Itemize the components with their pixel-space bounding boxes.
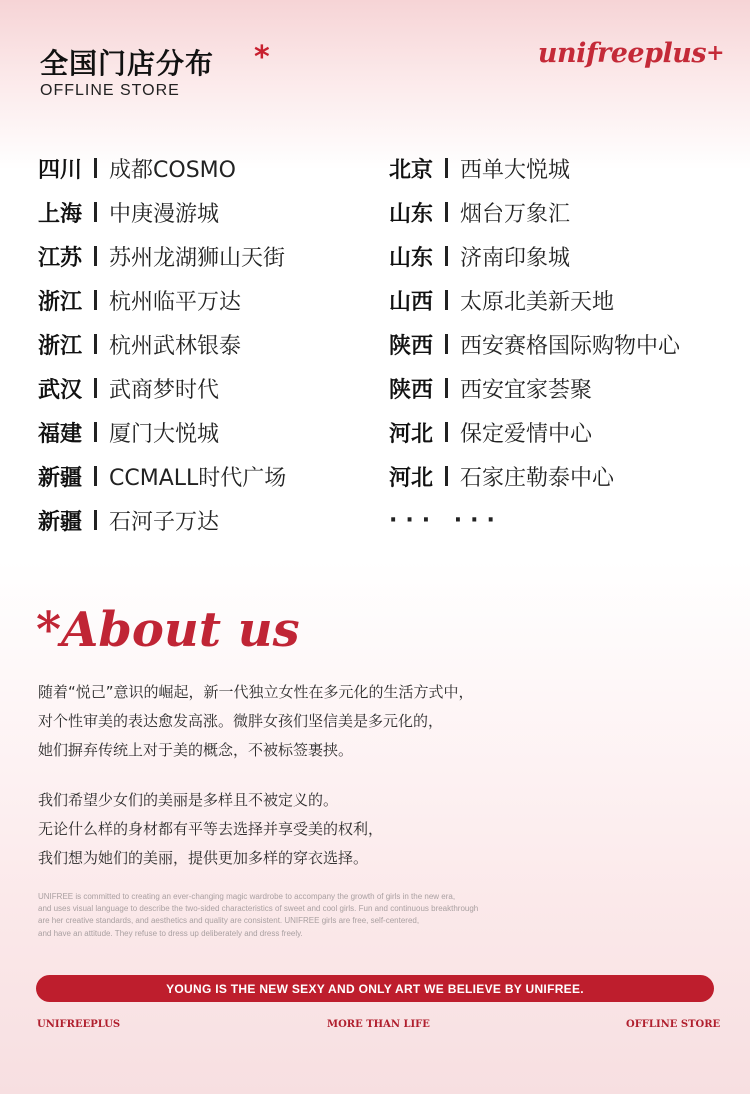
fine-print	[38, 891, 478, 940]
store-item	[38, 278, 286, 322]
store-divider	[445, 202, 448, 222]
store-name: 苏州龙湖狮山天街	[109, 245, 286, 271]
store-divider	[445, 158, 448, 178]
fine-print-line: UNIFREE is committed to creating an ever-changing magic wardrobe to accompany the growth of girls in the new era,	[38, 892, 456, 901]
store-name: CCMALL时代广场	[109, 465, 287, 491]
store-region: 河北	[389, 465, 434, 491]
store-name: 杭州武林银泰	[109, 333, 242, 359]
brand-logo-plus: +	[706, 40, 724, 66]
store-item	[389, 190, 680, 234]
store-item	[389, 278, 680, 322]
about-paragraph	[38, 786, 383, 873]
store-region: 四川	[38, 157, 83, 183]
store-divider	[445, 334, 448, 354]
about-line: 我们希望少女们的美丽是多样且不被定义的。	[38, 791, 339, 809]
fine-print-line: and have an attitude. They refuse to dress up deliberately and dress freely.	[38, 928, 303, 938]
store-region: 新疆	[38, 509, 83, 535]
store-divider	[445, 290, 448, 310]
store-item	[38, 190, 286, 234]
store-item	[38, 498, 286, 542]
store-divider	[94, 334, 97, 354]
store-divider	[94, 466, 97, 486]
fine-print-line: and uses visual language to describe the two-sided characteristics of sweet and cool girls. Fun and continuous breakthrough	[38, 904, 479, 914]
slogan-banner: YOUNG IS THE NEW SEXY AND ONLY ART WE BELIEVE BY UNIFREE.	[36, 975, 714, 1002]
about-paragraph	[38, 678, 474, 765]
store-region: 北京	[389, 157, 434, 183]
store-item	[389, 410, 680, 454]
store-divider	[94, 202, 97, 222]
store-region: 山东	[389, 245, 434, 271]
store-name: 西安宜家荟聚	[460, 377, 593, 403]
store-column-right	[389, 146, 680, 542]
about-line: 我们想为她们的美丽，提供更加多样的穿衣选择。	[38, 849, 369, 867]
store-region: 陕西	[389, 333, 434, 359]
about-line: 无论什么样的身材都有平等去选择并享受美的权利，	[38, 820, 384, 838]
store-name: 中庚漫游城	[109, 201, 220, 227]
store-divider	[445, 246, 448, 266]
brand-logo	[538, 38, 724, 69]
store-region: 山东	[389, 201, 434, 227]
about-line: 她们摒弃传统上对于美的概念，不被标签裹挟。	[38, 741, 354, 759]
store-divider	[94, 290, 97, 310]
store-region: 新疆	[38, 465, 83, 491]
store-divider	[94, 158, 97, 178]
store-item	[38, 366, 286, 410]
footer-tagline: MORE THAN LIFE	[327, 1019, 430, 1030]
store-region: 山西	[389, 289, 434, 315]
store-region: 上海	[38, 201, 83, 227]
store-name: 石河子万达	[109, 509, 220, 535]
about-line: 随着“悦己”意识的崛起，新一代独立女性在多元化的生活方式中，	[38, 683, 474, 701]
store-name: 武商梦时代	[109, 377, 220, 403]
store-item	[389, 234, 680, 278]
store-region: 浙江	[38, 289, 83, 315]
title-star-icon: *	[254, 40, 270, 75]
store-name: 成都COSMO	[109, 157, 236, 183]
store-item	[38, 454, 286, 498]
store-divider	[445, 466, 448, 486]
footer-brand: UNIFREEPLUS	[37, 1019, 121, 1030]
store-region: 陕西	[389, 377, 434, 403]
store-name: 西单大悦城	[460, 157, 571, 183]
page-title: 全国门店分布	[40, 47, 215, 80]
store-region: 福建	[38, 421, 83, 447]
store-list-more: ··· ···	[389, 507, 503, 533]
store-name: 石家庄勒泰中心	[460, 465, 615, 491]
store-name: 杭州临平万达	[109, 289, 242, 315]
store-item	[389, 322, 680, 366]
page-subtitle: OFFLINE STORE	[40, 82, 180, 99]
store-divider	[94, 378, 97, 398]
fine-print-line: are her creative standards, and aesthetics and quality are consistent. UNIFREE girls are free, self-centered,	[38, 916, 420, 926]
store-name: 厦门大悦城	[109, 421, 220, 447]
store-item	[38, 322, 286, 366]
store-column-left	[38, 146, 286, 542]
store-region: 武汉	[38, 377, 83, 403]
store-item	[389, 146, 680, 190]
store-divider	[94, 422, 97, 442]
store-region: 江苏	[38, 245, 83, 271]
store-divider	[445, 422, 448, 442]
store-name: 保定爱情中心	[460, 421, 593, 447]
store-region: 河北	[389, 421, 434, 447]
brand-logo-text: unifreeplus	[537, 38, 707, 69]
store-divider	[445, 378, 448, 398]
footer-label: OFFLINE STORE	[626, 1019, 721, 1030]
store-name: 济南印象城	[460, 245, 571, 271]
about-title: *About us	[36, 602, 300, 658]
store-name: 西安赛格国际购物中心	[460, 333, 681, 359]
store-item	[389, 366, 680, 410]
store-divider	[94, 246, 97, 266]
about-line: 对个性审美的表达愈发高涨。微胖女孩们坚信美是多元化的，	[38, 712, 444, 730]
store-item	[389, 454, 680, 498]
store-divider	[94, 510, 97, 530]
store-region: 浙江	[38, 333, 83, 359]
store-name: 太原北美新天地	[460, 289, 615, 315]
store-item	[38, 410, 286, 454]
store-item	[38, 146, 286, 190]
store-item	[38, 234, 286, 278]
store-name: 烟台万象汇	[460, 201, 571, 227]
